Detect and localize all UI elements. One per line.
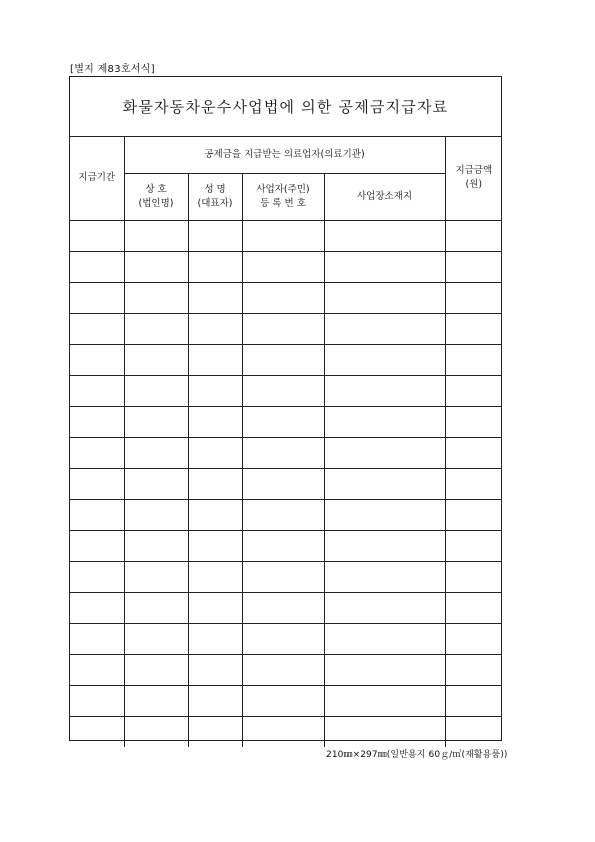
cell-registration-number[interactable] <box>242 561 324 592</box>
table-row <box>70 437 502 468</box>
cell-representative[interactable] <box>188 344 242 375</box>
cell-representative[interactable] <box>188 654 242 685</box>
paper-spec-note: 210㎜×297㎜(일반용지 60ｇ/㎡(재활용품)) <box>326 750 508 760</box>
cell-payment-amount[interactable] <box>445 220 502 251</box>
header-regno-line1: 사업자(주민) <box>256 183 310 195</box>
header-name-line1: 상 호 <box>145 183 167 195</box>
cell-payment-period[interactable] <box>70 592 124 623</box>
cell-registration-number[interactable] <box>242 592 324 623</box>
cell-business-name[interactable] <box>124 220 188 251</box>
cell-business-address[interactable] <box>324 561 445 592</box>
cell-payment-amount[interactable] <box>445 251 502 282</box>
cell-business-address[interactable] <box>324 716 445 747</box>
table-row <box>70 468 502 499</box>
cell-business-name[interactable] <box>124 561 188 592</box>
cell-registration-number[interactable] <box>242 623 324 654</box>
cell-representative[interactable] <box>188 685 242 716</box>
cell-payment-period[interactable] <box>70 344 124 375</box>
cell-registration-number[interactable] <box>242 654 324 685</box>
cell-payment-period[interactable] <box>70 561 124 592</box>
cell-payment-amount[interactable] <box>445 592 502 623</box>
cell-payment-amount[interactable] <box>445 499 502 530</box>
cell-representative[interactable] <box>188 251 242 282</box>
cell-payment-period[interactable] <box>70 530 124 561</box>
table-row <box>70 592 502 623</box>
header-medical-provider-group: 공제금을 지급받는 의료업자(의료기관) <box>124 137 445 173</box>
cell-business-name[interactable] <box>124 654 188 685</box>
cell-payment-amount[interactable] <box>445 313 502 344</box>
cell-registration-number[interactable] <box>242 344 324 375</box>
cell-representative[interactable] <box>188 282 242 313</box>
cell-representative[interactable] <box>188 468 242 499</box>
cell-payment-amount[interactable] <box>445 437 502 468</box>
cell-business-address[interactable] <box>324 530 445 561</box>
cell-payment-amount[interactable] <box>445 468 502 499</box>
form-number-label: [별지 제83호서식] <box>70 64 155 75</box>
cell-payment-period[interactable] <box>70 220 124 251</box>
cell-registration-number[interactable] <box>242 220 324 251</box>
cell-payment-period[interactable] <box>70 375 124 406</box>
header-registration-number <box>242 173 324 220</box>
cell-representative[interactable] <box>188 313 242 344</box>
cell-registration-number[interactable] <box>242 685 324 716</box>
cell-business-address[interactable] <box>324 623 445 654</box>
cell-business-name[interactable] <box>124 251 188 282</box>
cell-business-address[interactable] <box>324 251 445 282</box>
header-payment-period: 지급기간 <box>70 137 124 220</box>
cell-business-address[interactable] <box>324 313 445 344</box>
cell-payment-period[interactable] <box>70 654 124 685</box>
cell-representative[interactable] <box>188 716 242 747</box>
cell-registration-number[interactable] <box>242 282 324 313</box>
cell-business-name[interactable] <box>124 685 188 716</box>
payment-data-table <box>70 137 502 747</box>
table-row <box>70 375 502 406</box>
cell-payment-amount[interactable] <box>445 375 502 406</box>
cell-business-name[interactable] <box>124 375 188 406</box>
cell-representative[interactable] <box>188 499 242 530</box>
cell-business-address[interactable] <box>324 654 445 685</box>
cell-business-address[interactable] <box>324 685 445 716</box>
cell-business-address[interactable] <box>324 592 445 623</box>
table-row <box>70 251 502 282</box>
cell-business-address[interactable] <box>324 406 445 437</box>
cell-business-name[interactable] <box>124 623 188 654</box>
cell-registration-number[interactable] <box>242 313 324 344</box>
cell-registration-number[interactable] <box>242 437 324 468</box>
table-row <box>70 313 502 344</box>
cell-payment-amount[interactable] <box>445 282 502 313</box>
table-row <box>70 685 502 716</box>
table-row <box>70 499 502 530</box>
cell-registration-number[interactable] <box>242 716 324 747</box>
cell-business-address[interactable] <box>324 282 445 313</box>
title-area <box>70 77 501 137</box>
cell-registration-number[interactable] <box>242 406 324 437</box>
cell-payment-period[interactable] <box>70 716 124 747</box>
table-row <box>70 623 502 654</box>
cell-business-name[interactable] <box>124 313 188 344</box>
cell-payment-amount[interactable] <box>445 654 502 685</box>
cell-business-name[interactable] <box>124 406 188 437</box>
cell-payment-amount[interactable] <box>445 561 502 592</box>
table-row <box>70 282 502 313</box>
table-row <box>70 220 502 251</box>
cell-payment-amount[interactable] <box>445 406 502 437</box>
table-row <box>70 530 502 561</box>
cell-payment-period[interactable] <box>70 406 124 437</box>
cell-business-name[interactable] <box>124 499 188 530</box>
cell-business-address[interactable] <box>324 220 445 251</box>
cell-payment-period[interactable] <box>70 468 124 499</box>
cell-representative[interactable] <box>188 220 242 251</box>
cell-business-name[interactable] <box>124 592 188 623</box>
header-name-line2: (법인명) <box>138 197 174 209</box>
cell-payment-period[interactable] <box>70 313 124 344</box>
cell-payment-period[interactable] <box>70 437 124 468</box>
cell-payment-amount[interactable] <box>445 685 502 716</box>
cell-registration-number[interactable] <box>242 530 324 561</box>
table-row <box>70 716 502 747</box>
cell-business-address[interactable] <box>324 468 445 499</box>
table-body <box>70 220 502 747</box>
cell-representative[interactable] <box>188 375 242 406</box>
cell-representative[interactable] <box>188 592 242 623</box>
cell-business-address[interactable] <box>324 437 445 468</box>
cell-business-address[interactable] <box>324 344 445 375</box>
cell-payment-period[interactable] <box>70 251 124 282</box>
header-amount-line1: 지급금액 <box>455 165 493 177</box>
cell-registration-number[interactable] <box>242 499 324 530</box>
header-regno-line2: 등 록 번 호 <box>260 197 306 209</box>
cell-business-name[interactable] <box>124 344 188 375</box>
cell-registration-number[interactable] <box>242 251 324 282</box>
header-representative <box>188 173 242 220</box>
cell-representative[interactable] <box>188 623 242 654</box>
cell-business-address[interactable] <box>324 499 445 530</box>
cell-business-name[interactable] <box>124 282 188 313</box>
cell-representative[interactable] <box>188 561 242 592</box>
cell-payment-amount[interactable] <box>445 716 502 747</box>
cell-payment-amount[interactable] <box>445 623 502 654</box>
cell-payment-amount[interactable] <box>445 344 502 375</box>
cell-registration-number[interactable] <box>242 375 324 406</box>
cell-payment-period[interactable] <box>70 685 124 716</box>
header-business-address: 사업장소재지 <box>324 173 445 220</box>
header-amount-line2: (원) <box>465 179 483 191</box>
cell-business-name[interactable] <box>124 716 188 747</box>
cell-business-name[interactable] <box>124 437 188 468</box>
header-business-name <box>124 173 188 220</box>
form-title: 화물자동차운수사업법에 의한 공제금지급자료 <box>122 98 449 116</box>
header-rep-line2: (대표자) <box>197 197 233 209</box>
table-row <box>70 344 502 375</box>
cell-business-name[interactable] <box>124 468 188 499</box>
cell-business-address[interactable] <box>324 375 445 406</box>
cell-representative[interactable] <box>188 437 242 468</box>
table-row <box>70 561 502 592</box>
cell-payment-period[interactable] <box>70 623 124 654</box>
header-rep-line1: 성 명 <box>204 183 226 195</box>
cell-representative[interactable] <box>188 530 242 561</box>
form-container <box>69 76 502 741</box>
cell-representative[interactable] <box>188 406 242 437</box>
cell-payment-amount[interactable] <box>445 530 502 561</box>
cell-business-name[interactable] <box>124 530 188 561</box>
table-row <box>70 406 502 437</box>
table-row <box>70 654 502 685</box>
cell-payment-period[interactable] <box>70 282 124 313</box>
header-payment-amount <box>445 137 502 220</box>
cell-registration-number[interactable] <box>242 468 324 499</box>
cell-payment-period[interactable] <box>70 499 124 530</box>
